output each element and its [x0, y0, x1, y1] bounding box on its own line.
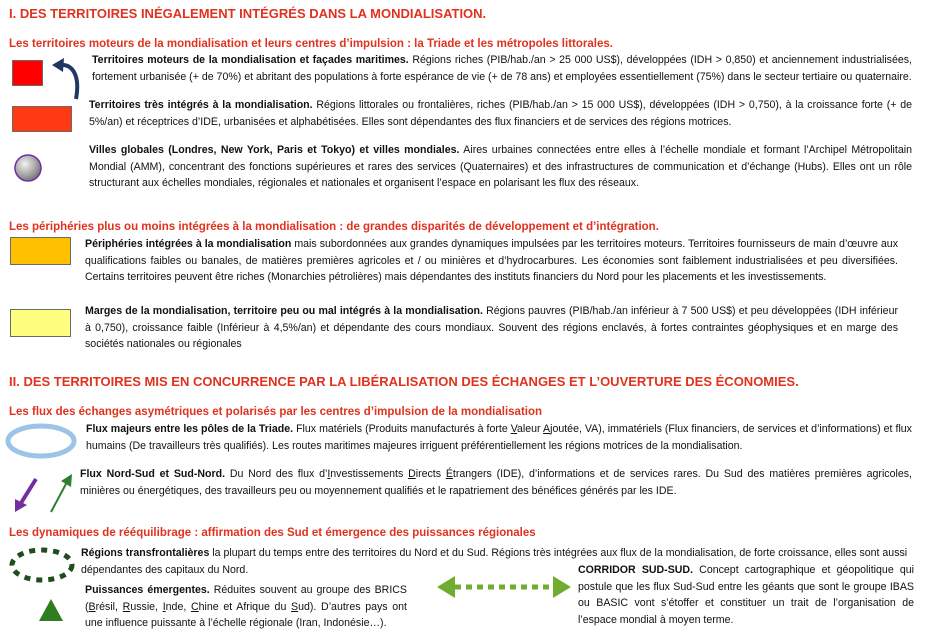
- emergents-description: Puissances émergentes. Réduites souvent au groupe des BRICS (Brésil, Russie, Inde, Chine et Afrique du Sud). D’autres pays ont une influence puissante à l’échelle régionale (Iran, Indonésie…).: [85, 584, 407, 629]
- peripheries-swatch: [10, 237, 71, 265]
- transfrontalieres-description: Régions transfrontalières la plupart du temps entre des territoires du Nord et du Sud. Régions très intégrées aux flux de la mondialisation, de forte croissance, elles sont aussi dépendantes des capitaux du Nord.: [81, 547, 908, 576]
- tres-integres-description: Territoires très intégrés à la mondialisation. Régions littorales ou frontalières, riches (PIB/hab./an > 15 000 US$), développées (IDH > 0,750), à la croissance forte (+ de 5%/an) et réceptrices d’IDE, urbanisées et alphabétisées. Elles sont dépendantes des flux financiers et de services des régions motrices.: [89, 99, 912, 128]
- blue-ellipse-icon: [3, 421, 79, 461]
- green-triangle-icon: [37, 597, 65, 623]
- marges-description: Marges de la mondialisation, territoire peu ou mal intégrés à la mondialisation. Régions pauvres (PIB/hab./an inférieur à 7 500 US$) et peu développées (IDH inférieur à 0,750), croissance faible (Inférieur à 4,5%/an) et dépendante des cours mondiaux. Souvent des régions enclavés, à fortes contraintes géophysiques et en marge des sociétés nationales ou régionales: [85, 305, 898, 350]
- section-2-title: II. DES TERRITOIRES MIS EN CONCURRENCE PAR LA LIBÉRALISATION DES ÉCHANGES ET L’OUVERTURE DES ÉCONOMIES.: [9, 374, 799, 389]
- flux-nord-sud-description: Flux Nord-Sud et Sud-Nord. Du Nord des flux d’Investissements Directs Étrangers (IDE), d’informations et de services rares. Du Sud des matières premières agricoles, minières ou énergétiques, des travailleurs peu ou moyennement qualifiés et le rapatriement des bénéfices générés par les IDE.: [80, 468, 912, 497]
- subsection-flux-title: Les flux des échanges asymétriques et polarisés par les centres d’impulsion de la mondialisation: [9, 406, 543, 418]
- purple-arrow-icon: [12, 476, 42, 514]
- section-1-title: I. DES TERRITOIRES INÉGALEMENT INTÉGRÉS DANS LA MONDIALISATION.: [9, 6, 487, 21]
- tres-integres-swatch: [12, 106, 72, 132]
- subsection-reequilibrage-title: Les dynamiques de rééquilibrage : affirmation des Sud et émergence des puissances régionales: [9, 527, 536, 539]
- corridor-description: CORRIDOR SUD-SUD. Concept cartographique et géopolitique qui postule que les flux Sud-Sud entre les géants que sont le groupe IBAS ou BASIC vont s’étoffer et constituer un trait de l’organisation de l’espace mondial à moyen terme.: [578, 564, 914, 626]
- transfrontalieres-label: Régions transfrontalières: [81, 547, 210, 559]
- villes-globales-label: Villes globales (Londres, New York, Paris et Tokyo) et villes mondiales.: [89, 144, 460, 156]
- green-arrow-icon: [46, 472, 76, 514]
- triade-description: Territoires moteurs de la mondialisation et façades maritimes. Régions riches (PIB/hab./an > 25 000 US$), développées (IDH > 0,850) et anciennement industrialisées, fortement urbanisée (+ de 70%) et abritant des populations à forte espérance de vie (+ de 78 ans) et employées essentiellement (75%) dans le secteur tertiaire ou quaternaire.: [92, 54, 912, 83]
- grey-sphere-icon: [12, 152, 44, 184]
- marges-label: Marges de la mondialisation, territoire peu ou mal intégrés à la mondialisation.: [85, 305, 483, 317]
- subsection-peripheries-title: Les périphéries plus ou moins intégrées à la mondialisation : de grandes disparités de développement et d’intégration.: [9, 221, 659, 233]
- corridor-label: CORRIDOR SUD-SUD.: [578, 564, 694, 576]
- peripheries-description: Périphéries intégrées à la mondialisation mais subordonnées aux grandes dynamiques impulsées par les territoires moteurs. Territoires fournisseurs de main d’œuvre aux qualifications faibles ou banales, de matières premières agricoles et / ou minières et d’hydrocarbures. Les économies sont faiblement industrialisées et peu diversifiées. Certains territoires peuvent être riches (Monarchies pétrolières) mais dépendantes des instituts financiers du Nord pour les placements et les investissements.: [85, 238, 898, 283]
- dotted-ellipse-icon: [7, 545, 77, 585]
- peripheries-label: Périphéries intégrées à la mondialisation: [85, 238, 292, 250]
- flux-nord-sud-label: Flux Nord-Sud et Sud-Nord.: [80, 468, 226, 480]
- triade-label: Territoires moteurs de la mondialisation et façades maritimes.: [92, 54, 409, 66]
- marges-swatch: [10, 309, 71, 337]
- villes-globales-description: Villes globales (Londres, New York, Paris et Tokyo) et villes mondiales. Aires urbaines connectées entre elles à l’échelle mondiale et formant l’Archipel Métropolitain Mondial (AMM), concentrant des fonctions supérieures et rares des services (Quaternaires) et des infrastructures de communication et d’échange (Hubs). Elles ont un rôle structurant aux échelles mondiales, régionales et nationales et organisent l’espace en polarisant les flux des réseaux.: [89, 144, 912, 189]
- triade-swatch: [12, 60, 43, 86]
- flux-majeurs-description: Flux majeurs entre les pôles de la Triade. Flux matériels (Produits manufacturés à forte Valeur Ajoutée, VA), immatériels (Flux financiers, de services et d’informations) et flux humains (De travailleurs très qualifiés). Les routes maritimes majeures irriguent préférentiellement les régions motrices de la mondialisation.: [86, 423, 912, 452]
- flux-majeurs-label: Flux majeurs entre les pôles de la Triade.: [86, 423, 294, 435]
- tres-integres-label: Territoires très intégrés à la mondialisation.: [89, 99, 313, 111]
- dotted-double-arrow-icon: [435, 572, 573, 602]
- subsection-moteurs-title: Les territoires moteurs de la mondialisation et leurs centres d’impulsion : la Triade et les métropoles littorales.: [9, 38, 613, 50]
- curved-arrow-icon: [50, 55, 86, 103]
- emergents-label: Puissances émergentes.: [85, 584, 210, 596]
